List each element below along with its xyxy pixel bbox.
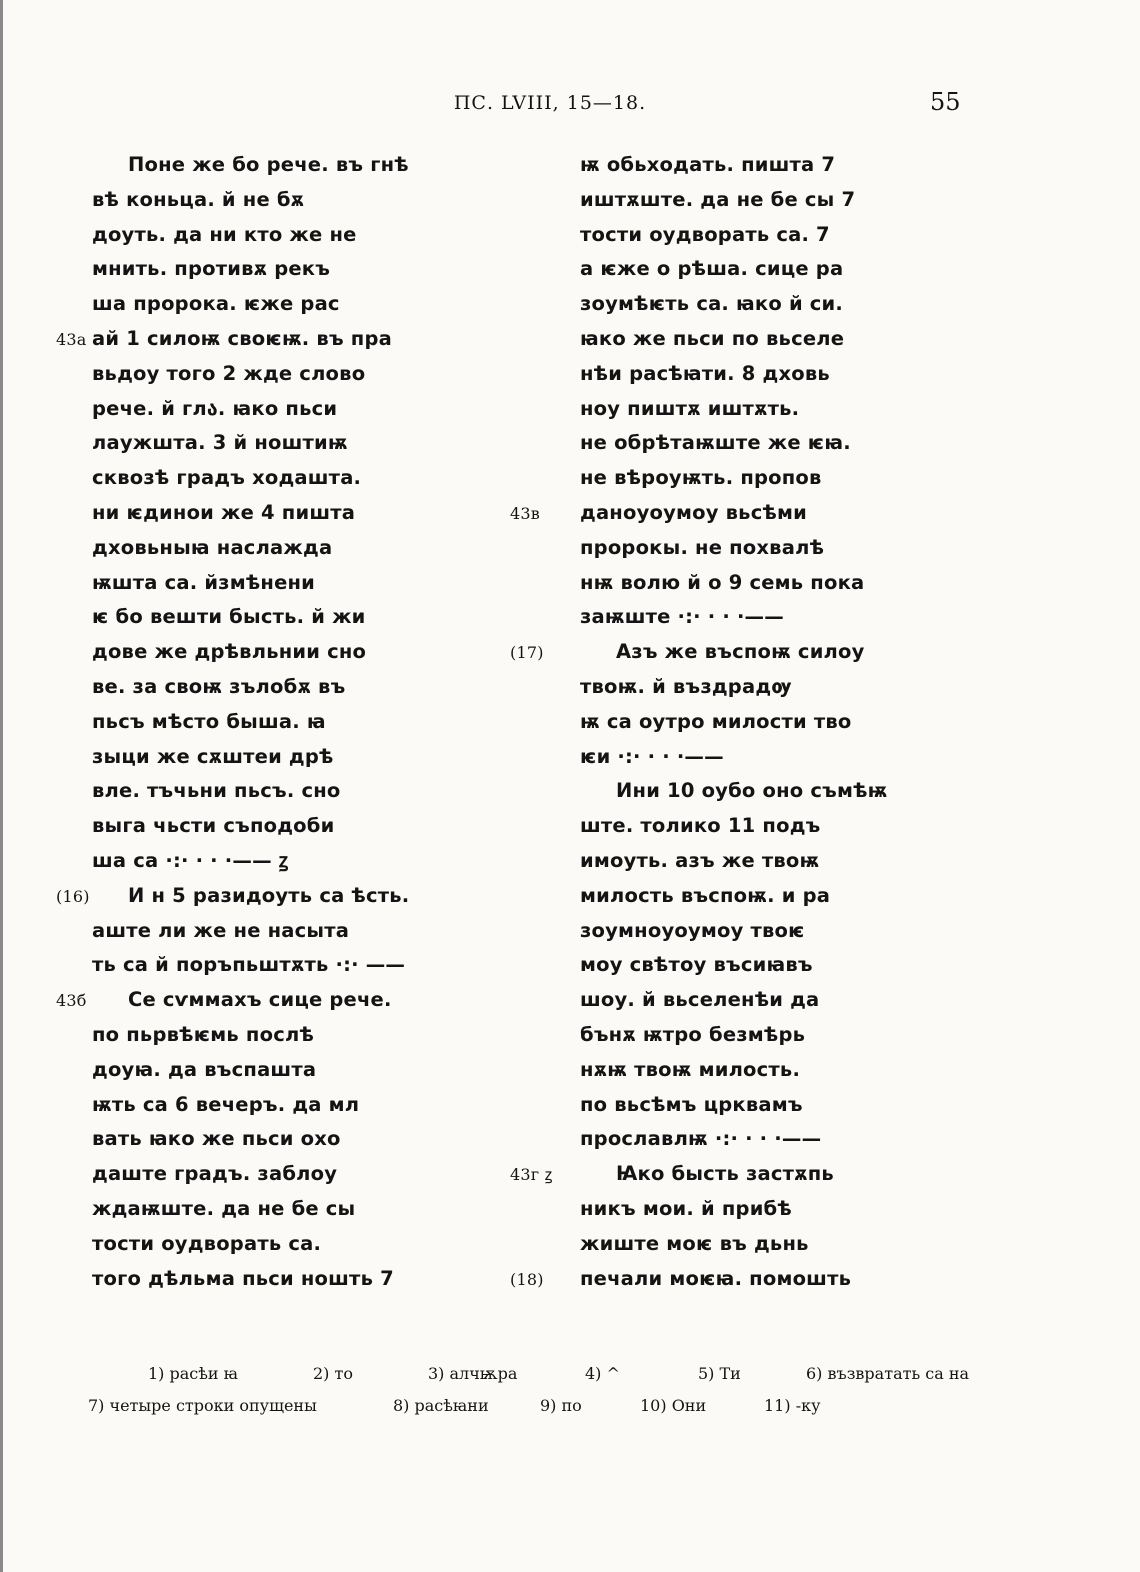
line-text: Азъ же въспоѭ силоу [616,640,865,664]
right-column [510,148,940,1296]
line-text: прославлѭ ·:· · · ·—— [580,1127,822,1151]
line-text: нѣи расѣꙗти. 8 дховь [580,361,830,385]
text-line [56,357,436,392]
line-text: вать ꙗко же пьси охо [92,1127,341,1151]
text-line [56,426,436,461]
margin-reference: (17) [510,643,544,663]
line-text: заѭште ·:· · · ·—— [580,605,784,629]
line-text: тости оудворать са. [92,1231,322,1255]
text-line [56,1018,436,1053]
left-column [56,148,436,1296]
line-text: никъ мои. й прибѣ [580,1196,792,1220]
text-line [56,705,436,740]
line-text: не вѣроуѭть. пропов [580,466,822,490]
text-line [510,496,940,531]
line-text: выга чьсти съподоби [92,814,335,838]
text-line [56,1227,436,1262]
margin-reference: 43б [56,991,87,1011]
text-line [56,1262,436,1297]
text-line [510,600,940,635]
line-text: сквозѣ градъ ходашта. [92,466,362,490]
line-text: а ѥже о рѣша. сице ра [580,257,844,281]
footnote: 10) Они [640,1396,707,1415]
line-text: твоѭ. й въздрадѹ [580,674,792,698]
line-text: дове же дрѣвльнии сно [92,640,367,664]
line-text: ноу пиштѫ иштѫть. [580,396,800,420]
line-text: бънѫ ѭтро безмѣрь [580,1022,806,1046]
margin-reference: 43в [510,503,540,523]
text-line [510,183,940,218]
text-line [56,740,436,775]
line-text: милость въспоѭ. и ра [580,883,831,907]
scan-edge [0,0,3,1572]
line-text: ѭшта са. йзмѣнени [92,570,316,594]
text-line [56,461,436,496]
text-line [510,809,940,844]
text-line [510,252,940,287]
text-line [510,774,940,809]
text-line [56,392,436,427]
footnote: 3) алчѭра [428,1364,518,1383]
text-line [510,287,940,322]
line-text: Ꙗко бысть застѫпь [616,1162,834,1186]
line-text: тости оудворать са. 7 [580,222,830,246]
line-text: вѣ коньца. й не бѫ [92,187,305,211]
line-text: ѭть са 6 вечеръ. да мл [92,1092,360,1116]
text-line [56,1192,436,1227]
text-line [56,914,436,949]
line-text: жиште моѥ въ дьнь [580,1231,809,1255]
line-text: И н 5 разидоуть са ѣсть. [128,883,410,907]
text-line [56,1088,436,1123]
footnote: 1) расѣи ꙗ [148,1364,239,1383]
line-text: ша са ·:· · · ·—— ꙁ [92,848,289,872]
line-text: зоумноуоумоу твоѥ [580,918,805,942]
line-text: вьдоу того 2 жде слово [92,361,366,385]
text-line [56,809,436,844]
text-line [510,1018,940,1053]
footnote: 7) четыре строки опущены [88,1396,317,1415]
text-line [510,566,940,601]
line-text: ѭ са оутро милости тво [580,709,852,733]
line-text: по вьсѣмъ црквамъ [580,1092,803,1116]
text-line [510,1088,940,1123]
text-line [510,879,940,914]
text-line [56,1053,436,1088]
text-line [510,392,940,427]
line-text: зоумѣѥть са. ꙗко й си. [580,292,844,316]
line-text: нѭ волю й о 9 семь пока [580,570,865,594]
text-line [56,1122,436,1157]
line-text: ни ѥдинои же 4 пишта [92,500,356,524]
line-text: рече. й глა. ꙗко пьси [92,396,338,420]
footnote: 11) -ку [764,1396,821,1415]
line-text: Поне же бо рече. въ гнѣ [128,153,409,176]
line-text: имоуть. азъ же твоѭ [580,848,820,872]
line-text: мнить. противѫ рекъ [92,257,331,281]
line-text: ѭ обьходать. пишта 7 [580,153,836,176]
footnote: 2) то [313,1364,353,1383]
text-line [510,1192,940,1227]
footnote-row [88,1390,1048,1422]
text-line [56,218,436,253]
line-text: моу свѣтоу въсиꙗвъ [580,953,813,977]
line-text: нѫѭ твоѭ милость. [580,1057,801,1081]
text-line [510,948,940,983]
footnote: 8) расѣꙗни [393,1396,489,1415]
line-text: пророкы. не похвалѣ [580,535,825,559]
margin-reference: 43а [56,329,87,349]
line-text: Ини 10 оубо оно съмѣѭ [616,779,888,803]
margin-reference: (18) [510,1269,544,1289]
text-line [510,148,940,183]
text-line [510,635,940,670]
margin-reference: (16) [56,886,90,906]
text-line [510,1227,940,1262]
text-line [56,983,436,1018]
line-text: по пьрвѣѥмь послѣ [92,1022,314,1046]
text-line [56,948,436,983]
text-line [56,844,436,879]
footnotes [88,1358,1048,1422]
text-line [510,1262,940,1297]
line-text: ѥи ·:· · · ·—— [580,744,724,768]
text-line [510,461,940,496]
text-line [56,252,436,287]
line-text: аште ли же не насыта [92,918,350,942]
line-text: дховьныꙗ наслажда [92,535,333,559]
line-text: иштѫште. да не бе сы 7 [580,187,856,211]
margin-reference: 43г ꙁ [510,1165,553,1185]
text-line [510,357,940,392]
text-line [56,148,436,183]
line-text: ай 1 силоѭ своѥѭ. въ пра [92,326,392,350]
line-text: доуꙗ. да въспашта [92,1057,317,1081]
text-line [56,322,436,357]
text-line [510,322,940,357]
text-line [56,670,436,705]
line-text: даноуоумоу вьсѣми [580,500,808,524]
line-text: ꙗко же пьси по вьселе [580,326,845,350]
line-text: доуть. да ни кто же не [92,222,357,246]
page-number: 55 [930,88,961,116]
line-text: не обрѣтаѭште же ѥꙗ. [580,431,851,455]
line-text: шоу. й вьселенѣи да [580,988,820,1012]
line-text: зыци же сѫштеи дрѣ [92,744,334,768]
footnote: 4) ^ [585,1364,620,1383]
footnote: 5) Ти [698,1364,741,1383]
line-text: лаужшта. 3 й ноштиѭ [92,431,348,455]
text-line [510,983,940,1018]
footnote: 6) възвратать са на [806,1364,970,1383]
text-line [510,531,940,566]
text-line [56,1157,436,1192]
text-line [56,879,436,914]
text-line [510,1053,940,1088]
text-line [510,1122,940,1157]
line-text: ть са й поръпьштѫть ·:· —— [92,953,406,977]
text-line [510,670,940,705]
text-line [56,600,436,635]
text-line [510,740,940,775]
text-line [56,287,436,322]
text-line [56,183,436,218]
line-text: ѥ бо вешти бысть. й жи [92,605,366,629]
text-line [510,218,940,253]
line-text: печали моѥꙗ. помошть [580,1266,852,1290]
text-line [510,914,940,949]
line-text: ждаѭште. да не бе сы [92,1196,356,1220]
line-text: пьсъ мѣсто быша. ꙗ [92,709,326,733]
line-text: Се сѵммахъ сице рече. [128,988,392,1012]
text-line [56,774,436,809]
line-text: ве. за своѭ зълобѫ въ [92,674,346,698]
line-text: даште градъ. заблоу [92,1162,338,1186]
line-text: ша пророка. ѥже рас [92,292,340,316]
text-line [510,844,940,879]
text-line [56,531,436,566]
line-text: того дѣльма пьси ношть 7 [92,1266,394,1290]
text-line [510,705,940,740]
line-text: ште. толико 11 подъ [580,814,821,838]
text-line [510,426,940,461]
text-line [56,566,436,601]
text-line [510,1157,940,1192]
running-header: ПС. LVIII, 15—18. [453,92,647,114]
text-line [56,496,436,531]
line-text: вле. тъчьни пьсъ. сно [92,779,341,803]
text-line [56,635,436,670]
footnote-row [88,1358,1048,1390]
footnote: 9) по [540,1396,582,1415]
